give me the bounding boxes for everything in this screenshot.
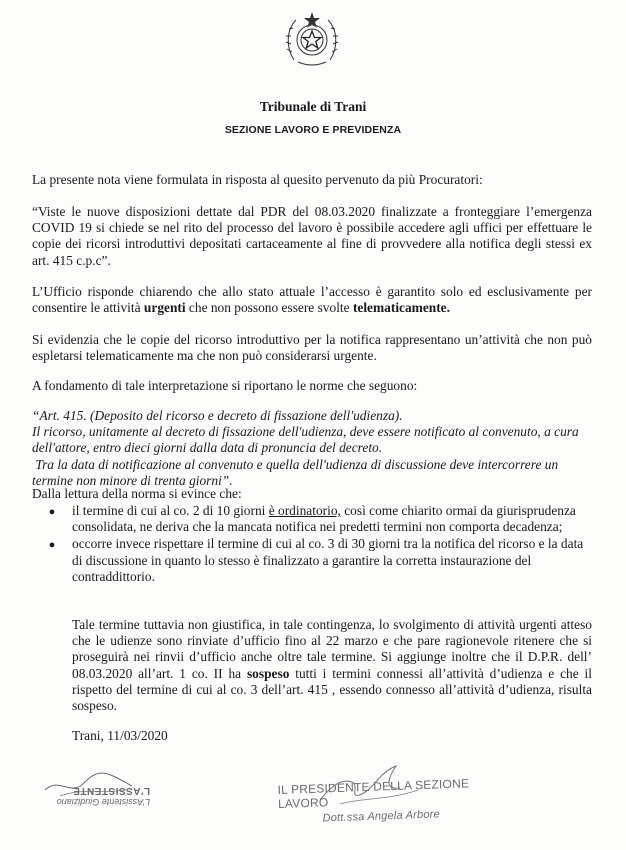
continuation-text-2: tutti i termini connessi all’attività d’udienza e che il rispetto del termine di cui al co. 3 dell’art. 415 , essendo connesso all’attività d’udienza, risulta sospeso. (72, 665, 592, 714)
article-line-2: Tra la data di notificazione al convenuto e quella dell'udienza di discussione deve intercorrere un termine non minore di trenta giorni”. (32, 456, 562, 488)
reply-text: L’Ufficio risponde chiarendo che allo stato attuale l’accesso è garantito solo ed esclusivamente per consentire le attività (32, 284, 592, 316)
article-title: “Art. 415. (Deposito del ricorso e decreto di fissazione dell'udienza). (32, 408, 403, 423)
article-line-1: Il ricorso, unitamente al decreto di fissazione dell'udienza, deve essere notificato al convenuto, a cura dell'attore, entro dieci giorni dalla data di pronuncia del decreto. (32, 424, 579, 456)
document-date: Trani, 11/03/2020 (72, 728, 168, 743)
bullet-1-text: il termine di cui al co. 2 di 10 giorni (72, 503, 269, 518)
list-item (32, 536, 592, 585)
list-item-text (72, 503, 592, 535)
president-stamp (277, 775, 508, 826)
bullet-list (32, 503, 592, 585)
reply-urgent: urgenti (143, 300, 186, 316)
court-title: Tribunale di Trani (259, 99, 367, 114)
bullet-icon: ● (48, 506, 56, 518)
bullet-2-text: occorre invece rispettare il termine di cui al co. 3 di 30 giorni tra la notifica del ricorso e la data di discussione in quanto lo stesso è finalizzato a garantire la corretta instaurazione del contraddittorio. (72, 536, 584, 584)
reply-telematic: telematicamente. (352, 300, 450, 316)
evidence-paragraph: Si evidenzia che le copie del ricorso introduttivo per la notifica rappresentano un’attività che non può espletarsi telematicamente ma che non può considerarsi urgente. (32, 332, 592, 364)
section-title: SEZIONE LAVORO E PREVIDENZA (224, 124, 402, 136)
bullet-1-text-2: così come chiarito ormai da giurisprudenza consolidata, ne deriva che la mancata notifica nei predetti termini non comporta decadenza; (72, 503, 576, 535)
assistant-stamp-line-2: L'ASSISTENTE (72, 785, 150, 796)
bullet-1-underlined: è ordinatorio, (268, 503, 341, 518)
president-stamp-name: Dott.ssa Angela Arbore (322, 808, 441, 825)
reading-paragraph: Dalla lettura della norma si evince che: (32, 486, 242, 501)
question-paragraph: “Viste le nuove disposizioni dettate dal PDR del 08.03.2020 finalizzate a fronteggiare l’emergenza COVID 19 si chiede se nel rito del processo del lavoro è possibile accedere agli uffici per effettuare le copie dei ricorsi introduttivi depositati cartaceamente al fine di provvedere alla notifica degli stessi ex art. 415 c.p.c”. (32, 204, 592, 268)
bullet-icon: ● (48, 539, 56, 552)
president-stamp-title: IL PRESIDENTE DELLA SEZIONE LAVORO (277, 776, 470, 812)
emblem-of-italy-icon (284, 8, 340, 68)
intro-paragraph: La presente nota viene formulata in risposta al quesito pervenuto da più Procuratori: (32, 172, 483, 187)
continuation-text: Tale termine tuttavia non giustifica, in tale contingenza, lo svolgimento di attività urgenti atteso che le udienze sono rinviate d’ufficio fino al 22 marzo e che pare ragionevole ritenere che si proseguirà nei rinvii d’ufficio anche oltre tale termine. Si aggiunge inoltre che il D.P.R. dell’ 08.03.2020 all’art. 1 co. II ha (72, 617, 592, 681)
continuation-suspended: sospeso (246, 665, 290, 681)
assistant-signature (40, 768, 140, 802)
assistant-stamp-line-1: L'Assistente Giudiziario (56, 797, 150, 807)
continuation-paragraph (72, 617, 592, 714)
reply-paragraph (32, 284, 592, 316)
list-item (32, 503, 592, 535)
article-quote (32, 408, 592, 489)
reply-text-2: che non possono essere svolte (185, 300, 353, 316)
basis-paragraph: A fondamento di tale interpretazione si riportano le norme che seguono: (32, 378, 418, 393)
